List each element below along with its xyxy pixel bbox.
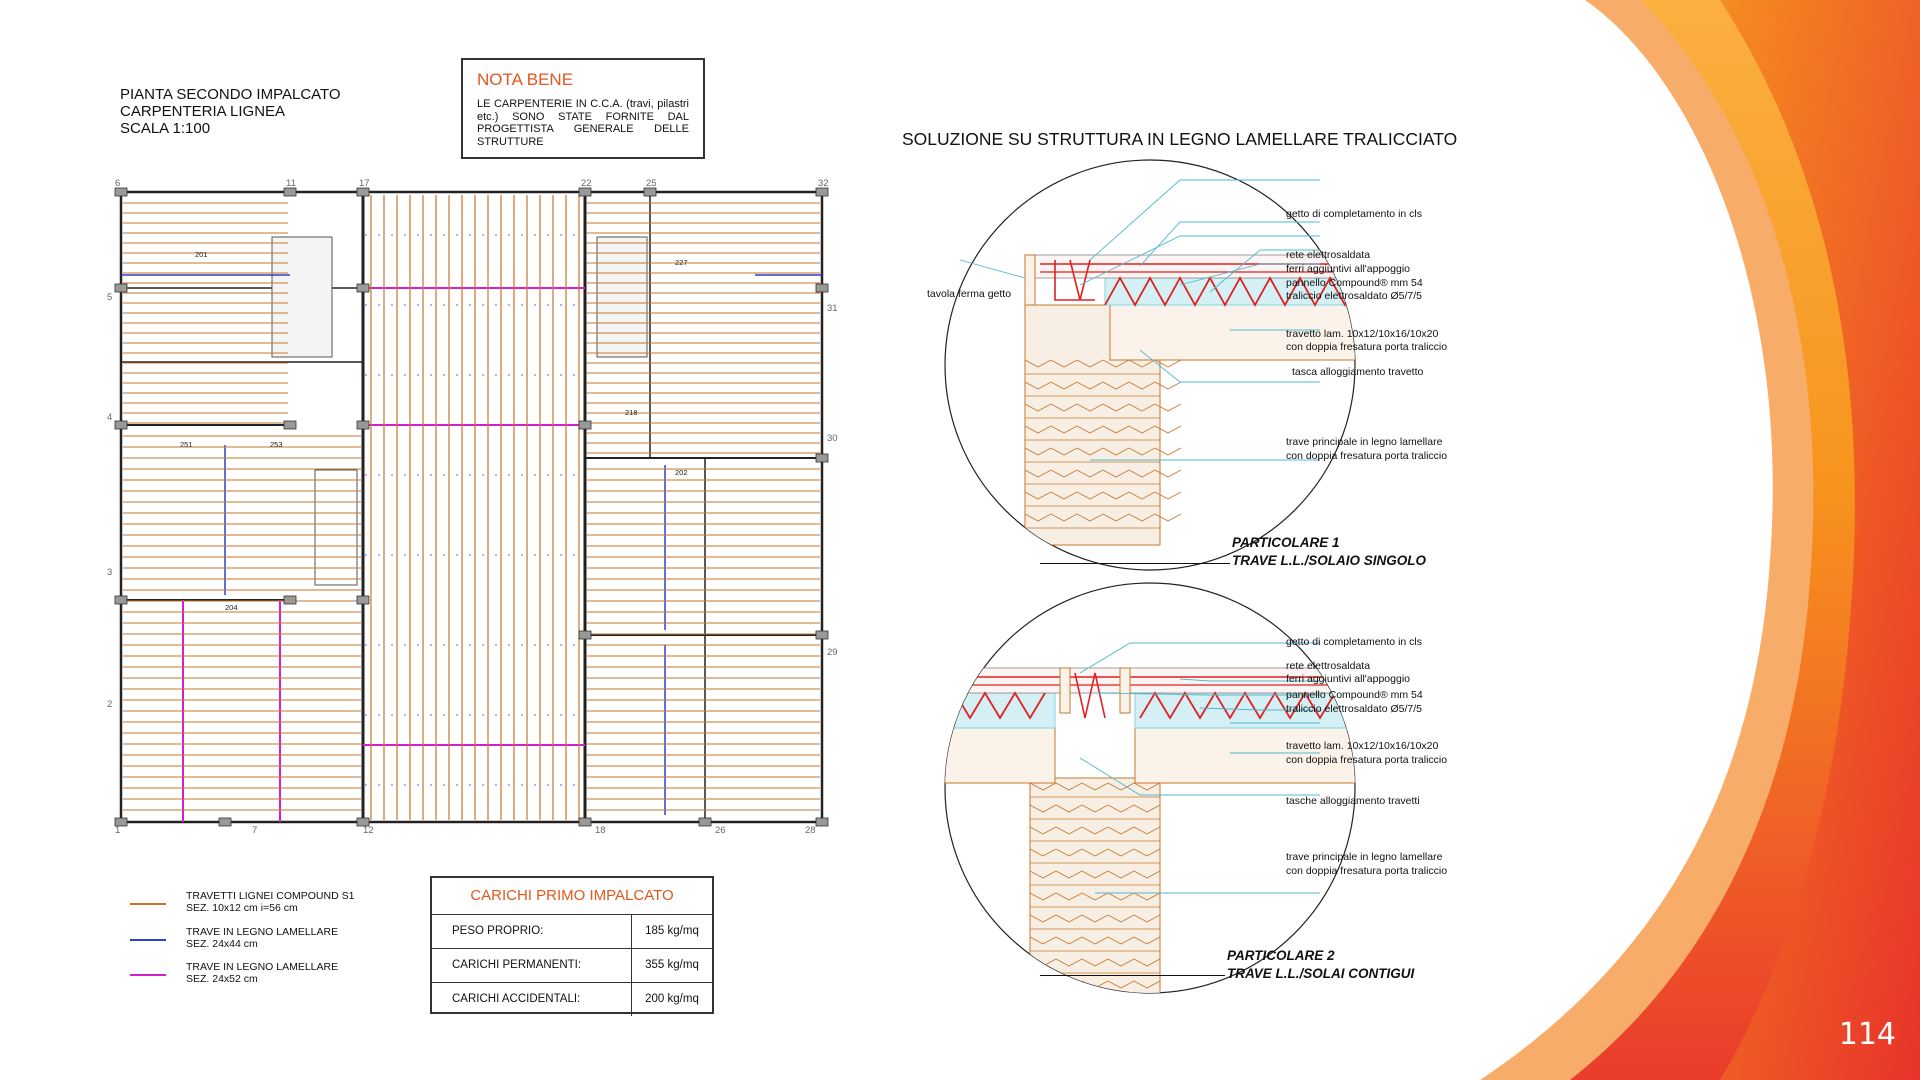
- column: [357, 596, 369, 604]
- plan-title-line-1: PIANTA SECONDO IMPALCATO: [120, 86, 341, 103]
- detail-2-label-line-2: TRAVE L.L./SOLAI CONTIGUI: [1227, 966, 1415, 981]
- column: [816, 631, 828, 639]
- column: [357, 421, 369, 429]
- carichi-row-value: 355 kg/mq: [645, 959, 699, 971]
- detail-1-callout: pannello Compound® mm 54: [1286, 277, 1423, 289]
- axis-label: 3: [107, 567, 113, 578]
- axis-label: 28: [805, 825, 816, 836]
- floor-plan-drawing: [107, 175, 838, 836]
- carichi-row-value: 200 kg/mq: [645, 993, 699, 1005]
- column: [284, 596, 296, 604]
- column: [115, 188, 127, 196]
- axis-label: 6: [115, 178, 121, 189]
- carichi-row-label: PESO PROPRIO:: [432, 915, 632, 948]
- axis-label: 12: [363, 825, 374, 836]
- section-title: SOLUZIONE SU STRUTTURA IN LEGNO LAMELLARE TRALICCIATO: [902, 129, 1458, 149]
- detail-1-label-line-2: TRAVE L.L./SOLAIO SINGOLO: [1232, 553, 1427, 568]
- column: [284, 421, 296, 429]
- plan-title-line-3: SCALA 1:100: [120, 120, 211, 137]
- detail-1-callout: con doppia fresatura porta traliccio: [1286, 450, 1448, 462]
- detail-2-callout: getto di completamento in cls: [1286, 636, 1422, 648]
- column: [579, 631, 591, 639]
- legend-magenta-beam-line-1: TRAVE IN LEGNO LAMELLARE: [186, 961, 339, 973]
- legend-blue-beam-line-1: TRAVE IN LEGNO LAMELLARE: [186, 926, 339, 938]
- nota-bene-title: NOTA BENE: [477, 70, 574, 89]
- legend-blue-beam-line-2: SEZ. 24x44 cm: [186, 938, 258, 950]
- dimension-label: 201: [195, 250, 208, 259]
- detail-1-callout: rete elettrosaldata: [1286, 249, 1371, 261]
- plan-title-line-2: CARPENTERIA LIGNEA: [120, 103, 286, 120]
- column: [816, 188, 828, 196]
- detail-2-callout: tasche alloggiamento travetti: [1286, 795, 1420, 807]
- axis-label: 25: [646, 178, 657, 189]
- detail-2-callout: con doppia fresatura porta traliccio: [1286, 754, 1448, 766]
- detail-2-callout: pannello Compound® mm 54: [1286, 689, 1423, 701]
- column: [816, 454, 828, 462]
- legend-swatch-blue-beam: [130, 939, 166, 941]
- axis-label: 7: [252, 825, 258, 836]
- column: [699, 818, 711, 826]
- detail-2-label-underline: [1040, 975, 1225, 976]
- secondary-joist-left: [880, 728, 1055, 783]
- dimension-label: 218: [625, 408, 638, 417]
- axis-label: 5: [107, 292, 113, 303]
- detail-2-callout: rete elettrosaldata: [1286, 660, 1371, 672]
- column: [115, 284, 127, 292]
- legend-joist-line-2: SEZ. 10x12 cm i=56 cm: [186, 902, 298, 914]
- axis-label: 1: [115, 825, 121, 836]
- ferma-getto-board: [1060, 668, 1070, 713]
- detail-2-callout: trave principale in legno lamellare: [1286, 851, 1443, 863]
- column: [284, 188, 296, 196]
- axis-label: 4: [107, 412, 113, 423]
- column: [357, 284, 369, 292]
- axis-label: 22: [581, 178, 592, 189]
- carichi-row: [432, 949, 712, 983]
- detail-2-callout: traliccio elettrosaldato Ø5/7/5: [1286, 703, 1422, 715]
- column: [357, 188, 369, 196]
- column: [579, 188, 591, 196]
- detail-2-callout: ferri aggiuntivi all'appoggio: [1286, 673, 1411, 685]
- axis-label: 30: [827, 433, 838, 444]
- legend-swatch-magenta-beam: [130, 974, 166, 976]
- column: [816, 284, 828, 292]
- column: [579, 421, 591, 429]
- stair-well-left: [272, 237, 332, 357]
- detail-2-label-line-1: PARTICOLARE 2: [1227, 948, 1335, 963]
- axis-label: 2: [107, 699, 113, 710]
- detail-1-callout: travetto lam. 10x12/10x16/10x20: [1286, 328, 1439, 340]
- axis-label: 26: [715, 825, 726, 836]
- detail-2-callout: travetto lam. 10x12/10x16/10x20: [1286, 740, 1439, 752]
- callout-line: [960, 260, 1025, 278]
- column: [115, 596, 127, 604]
- detail-2-callout: con doppia fresatura porta traliccio: [1286, 865, 1448, 877]
- detail-1-callout: traliccio elettrosaldato Ø5/7/5: [1286, 290, 1422, 302]
- ferma-getto-board: [1025, 255, 1035, 305]
- axis-label: 17: [359, 178, 370, 189]
- carichi-row-label: CARICHI PERMANENTI:: [432, 949, 632, 982]
- stair-well-right: [597, 237, 647, 357]
- column: [644, 188, 656, 196]
- dimension-label: 227: [675, 258, 688, 267]
- legend-joist-line-1: TRAVETTI LIGNEI COMPOUND S1: [186, 890, 355, 902]
- grain-chevron: [1056, 981, 1082, 988]
- nota-bene-box: [461, 58, 705, 159]
- compound-panel-left: [880, 693, 1055, 728]
- dimension-label: 253: [270, 440, 283, 449]
- axis-label: 11: [286, 178, 296, 189]
- detail-1-left-label: tavola ferma getto: [927, 288, 1012, 300]
- detail-1-label-line-1: PARTICOLARE 1: [1232, 535, 1340, 550]
- carichi-title: CARICHI PRIMO IMPALCATO: [432, 878, 712, 915]
- nota-bene-text: LE CARPENTERIE IN C.C.A. (travi, pilastri etc.) SONO STATE FORNITE DAL PROGETTISTA GENERALE DELLE STRUTTURE: [477, 98, 689, 148]
- detail-1-callout: getto di completamento in cls: [1286, 208, 1422, 220]
- carichi-row: [432, 983, 712, 1016]
- plan-title: [120, 86, 341, 137]
- carichi-row-value: 185 kg/mq: [645, 925, 699, 937]
- grain-chevron: [1030, 981, 1056, 988]
- axis-label: 32: [818, 178, 829, 189]
- detail-1-callout: tasca alloggiamento travetto: [1292, 366, 1424, 378]
- detail-1-callout: trave principale in legno lamellare: [1286, 436, 1443, 448]
- legend-swatch-joist: [130, 903, 166, 905]
- column: [219, 818, 231, 826]
- axis-label: 31: [827, 303, 838, 314]
- axis-label: 18: [595, 825, 606, 836]
- ferma-getto-board: [1120, 668, 1130, 713]
- carichi-table: [430, 876, 714, 1014]
- legend-magenta-beam-line-2: SEZ. 24x52 cm: [186, 973, 258, 985]
- dimension-label: 202: [675, 468, 688, 477]
- detail-1-callout: ferri aggiuntivi all'appoggio: [1286, 263, 1411, 275]
- axis-label: 29: [827, 647, 838, 658]
- plan-outline: [121, 192, 822, 822]
- page-number: 114: [1838, 1017, 1896, 1052]
- column: [816, 818, 828, 826]
- column: [579, 818, 591, 826]
- column: [115, 421, 127, 429]
- dimension-label: 204: [225, 603, 238, 612]
- detail-1-callout: con doppia fresatura porta traliccio: [1286, 341, 1448, 353]
- main-glulam-beam: [1030, 778, 1160, 1018]
- carichi-row: [432, 915, 712, 949]
- carichi-row-label: CARICHI ACCIDENTALI:: [432, 983, 632, 1016]
- dimension-label: 251: [180, 440, 193, 449]
- detail-1-label-underline: [1040, 563, 1230, 564]
